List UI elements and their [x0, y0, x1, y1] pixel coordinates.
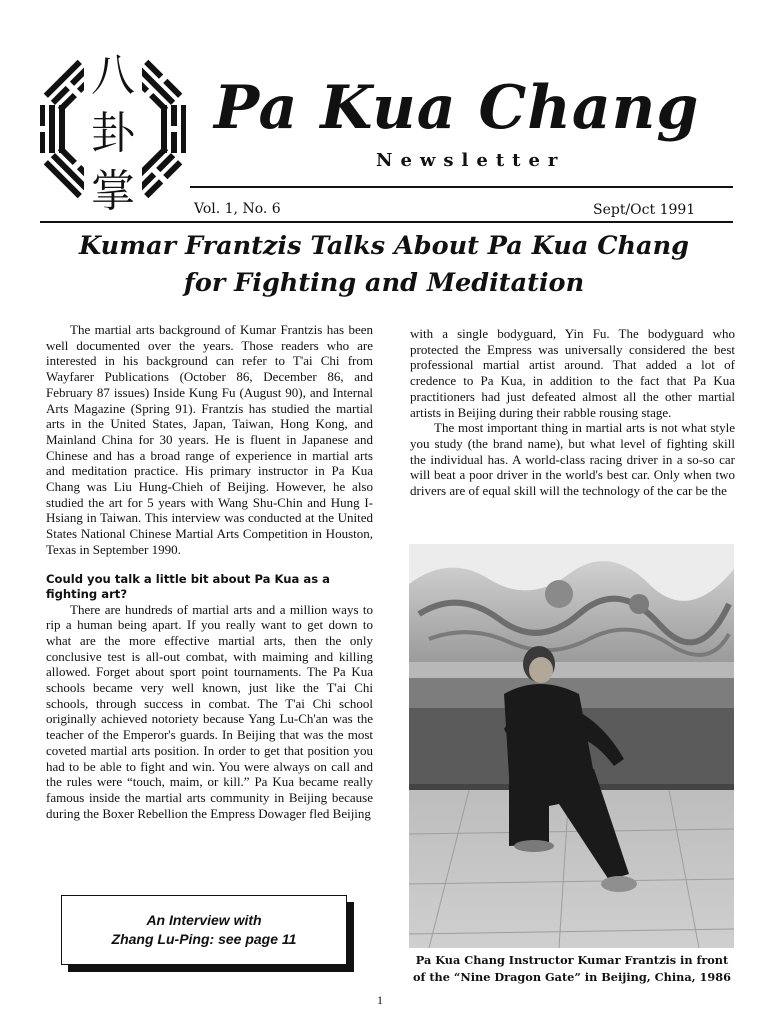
- issue-rule: [40, 221, 733, 223]
- callout-line-1: An Interview with: [146, 912, 262, 928]
- intro-paragraph: The martial arts background of Kumar Frantzis has been well documented over the years. Those readers who are interested in his background can refer to T'ai Chi from Wayfarer Publications (October 86, December 86, and February 87 issues) Inside Kung Fu (August 90), and Internal Arts Magazine (Spring 91). Frantzis has studied the martial arts in the United States, Japan, Taiwan, Hong Kong, and Mainland China for 30 years. He is fluent in Japanese and Chinese and has a broad range of experience in martial arts and meditation practice. His primary instructor in Pa Kua Chang was Liu Hung-Chieh of Beijing. However, he also studied the art for 5 years with Wang Shu-Chin and Hung I-Hsiang in Taiwan. This interview was conducted at the United States National Chinese Martial Arts Competition in Houston, Texas in September 1990.: [46, 322, 373, 557]
- logo-char-zhang: 掌: [91, 166, 135, 217]
- issue-volume: Vol. 1, No. 6: [194, 201, 281, 217]
- frantzis-photo: [409, 544, 734, 948]
- caption-line-2: of the “Nine Dragon Gate” in Beijing, China, 1986: [413, 970, 731, 984]
- racing-paragraph: The most important thing in martial arts is not what style you study (the brand name), but what level of fighting skill the individual has. A world-class racing driver in a so-so car will beat a poor driver in the world's best car. Only when two drivers are of equal skill will the technology of the car be the: [410, 420, 735, 499]
- interview-callout-box: [61, 895, 347, 965]
- right-column: [410, 326, 735, 499]
- issue-date: Sept/Oct 1991: [593, 202, 696, 218]
- photo-illustration: [409, 544, 734, 948]
- caption-line-1: Pa Kua Chang Instructor Kumar Frantzis in front: [415, 953, 729, 967]
- masthead-rule: [190, 186, 733, 188]
- headline-line-2: for Fighting and Meditation: [183, 268, 585, 298]
- bagua-octagon-icon: [40, 40, 186, 218]
- masthead-title: Pa Kua Chang: [214, 73, 700, 143]
- pa-kua-chang-logo: [40, 40, 186, 218]
- article-headline: [20, 228, 748, 302]
- left-column: [46, 322, 373, 821]
- photo-caption: [404, 952, 740, 986]
- logo-char-ba: 八: [91, 50, 135, 101]
- interview-question: Could you talk a little bit about Pa Kua as a fighting art?: [46, 571, 330, 601]
- answer-paragraph: There are hundreds of martial arts and a million ways to rip a human being apart. If you really want to get down to what are the more effective martial arts, then the only conclusive test is all-out combat, with maiming and killing allowed. Forget about sport point tournaments. The Pa Kua schools became very well known, just like the T'ai Chi schools, through success in combat. The T'ai Chi school originally achieved notoriety because Yang Lu-Ch'an was the teacher of the Emperor's guards. In Beijing that was the most coveted martial arts position. In order to get that position you had to be able to fight and win. You were always on call and the rules were “touch, maim, or kill.” Pa Kua became really famous inside the martial arts community in Beijing because during the Boxer Rebellion the Empress Dowager fled Beijing: [46, 601, 373, 821]
- headline-line-1: Kumar Frantzis Talks About Pa Kua Chang: [79, 231, 689, 261]
- continued-paragraph: with a single bodyguard, Yin Fu. The bodyguard who protected the Empress was universally considered the best professional martial artist around. That added a lot of credence to Pa Kua, in addition to the fact that Pa Kua practitioners had just defeated almost all the other martial artists in Beijing during their rabble rousing stage.: [410, 326, 735, 420]
- masthead-subtitle: Newsletter: [376, 150, 566, 171]
- callout-line-2: Zhang Lu-Ping: see page 11: [111, 931, 297, 947]
- page-number: 1: [377, 993, 383, 1007]
- logo-char-gua: 卦: [91, 108, 135, 159]
